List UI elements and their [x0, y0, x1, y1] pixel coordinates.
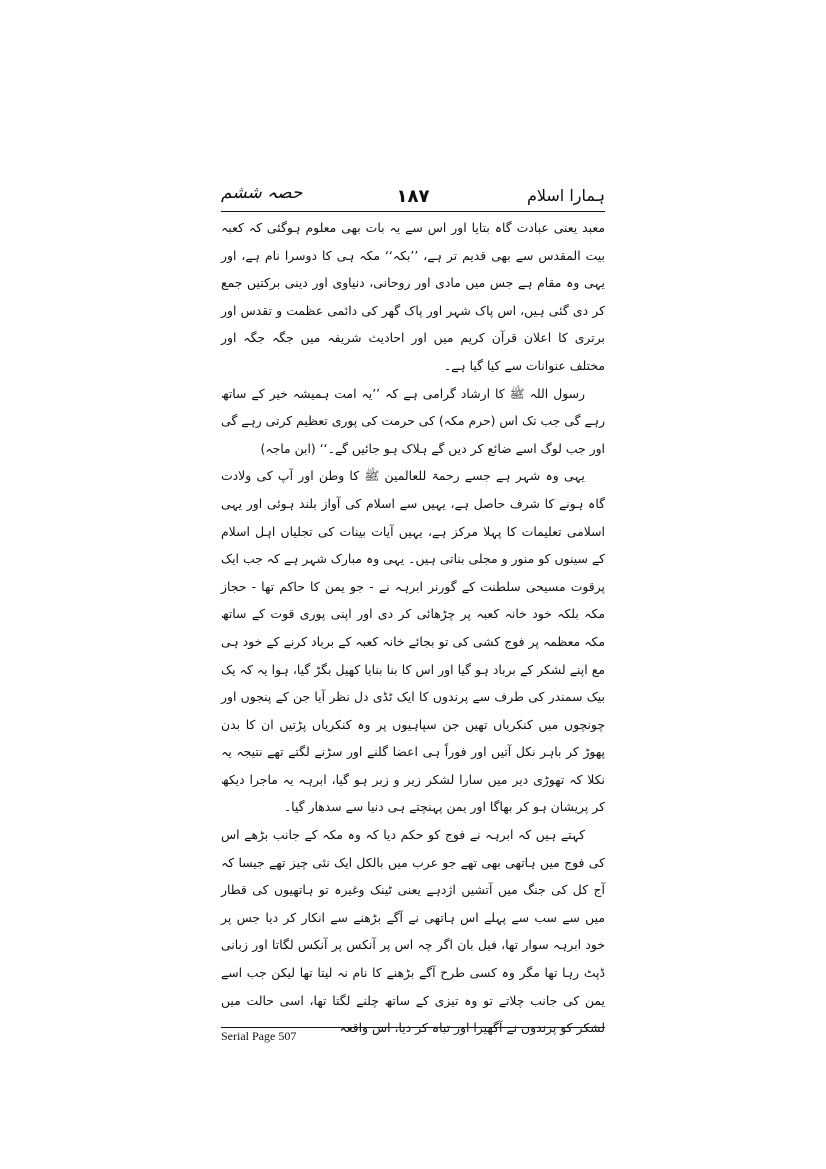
- page-number: ۱۸۷: [396, 186, 430, 207]
- page-header: [221, 183, 605, 212]
- book-title: ہمارا اسلام: [526, 186, 605, 205]
- body-text: [221, 214, 605, 1042]
- header-divider: [221, 211, 605, 212]
- paragraph-3: یہی وہ شہر ہے جسے رحمۃ للعالمین ﷺ کا وطن اور آپ کی ولادت گاہ ہونے کا شرف حاصل ہے، یہیں سے اسلام کی آواز بلند ہوئی اور یہی اسلامی تعلیمات کا پہلا مرکز ہے، یہیں آیات بینات کی تجلیاں اہل اسلام کے سینوں کو منور و مجلی بناتی ہیں۔ یہی وہ مبارک شہر ہے کہ جب ایک پرقوت مسیحی سلطنت کے گورنر ابرہہ نے - جو یمن کا حاکم تھا - حجاز مکہ بلکہ خود خانہ کعبہ پر چڑھائی کر دی اور اپنی پوری قوت کے ساتھ مکہ معظمہ پر فوج کشی کی تو بجائے خانہ کعبہ کے برباد کرنے کے خود ہی مع اپنے لشکر کے برباد ہو گیا اور اس کا بنا بنایا کھیل بگڑ گیا، ہوا یہ کہ یک بیک سمندر کی طرف سے پرندوں کا ایک ٹڈی دل نظر آیا جن کے پنجوں اور چونچوں میں کنکریاں تھیں جن سپاہیوں پر وہ کنکریاں پڑتیں ان کا بدن پھوڑ کر باہر نکل آتیں اور فوراً ہی اعضا گلنے اور سڑنے لگتے تھے نتیجہ یہ نکلا کہ تھوڑی دیر میں سارا لشکر زیر و زبر ہو گیا، ابرہہ یہ ماجرا دیکھ کر پریشان ہو کر بھاگا اور یمن پہنچتے ہی دنیا سے سدھار گیا۔: [221, 468, 605, 815]
- section-label: حصہ ششم: [221, 183, 303, 203]
- paragraph-2: رسول اللہ ﷺ کا ارشاد گرامی ہے کہ ’’یہ امت ہمیشہ خیر کے ساتھ رہے گی جب تک اس (حرم مکہ) کی حرمت کی پوری تعظیم کرتی رہے گی اور جب لوگ اسے ضائع کر دیں گے ہلاک ہو جائیں گے۔‘‘ (ابن ماجہ): [221, 385, 605, 456]
- serial-page-label: Serial Page 507: [221, 1029, 297, 1043]
- footer-divider: [221, 1027, 605, 1028]
- paragraph-1: معبد یعنی عبادت گاہ بتایا اور اس سے یہ بات بھی معلوم ہوگئی کہ کعبہ بیت المقدس سے بھی قدیم تر ہے، ’’بکہ‘‘ مکہ ہی کا دوسرا نام ہے، اور یہی وہ مقام ہے جس میں مادی اور روحانی، دنیاوی اور دینی برکتیں جمع کر دی گئی ہیں، اس پاک شہر اور پاک گھر کی دائمی عظمت و تقدس اور برتری کا اعلان قرآن کریم میں اور احادیث شریفہ میں جگہ جگہ اور مختلف عنوانات سے کیا گیا ہے۔: [221, 220, 605, 373]
- paragraph-4: کہتے ہیں کہ ابرہہ نے فوج کو حکم دیا کہ وہ مکہ کے جانب بڑھے اس کی فوج میں ہاتھی بھی تھے جو عرب میں بالکل ایک نئی چیز تھے جیسا کہ آج کل کی جنگ میں آتشیں اژدہے یعنی ٹینک وغیرہ تو ہاتھیوں کی قطار میں سے سب سے پہلے اس ہاتھی نے آگے بڑھنے سے انکار کر دیا جس پر خود ابرہہ سوار تھا، فیل بان اگر چہ اس پر آنکس پر آنکس لگاتا اور زبانی ڈپٹ رہا تھا مگر وہ کسی طرح آگے بڑھنے کا نام نہ لیتا تھا لیکن جب اسے یمن کی جانب چلاتے تو وہ تیزی کے ساتھ چلنے لگتا تھا، اسی حالت میں لشکر کو پرندوں نے آگھیرا اور تباہ کر دیا، اس واقعہ: [221, 827, 605, 1036]
